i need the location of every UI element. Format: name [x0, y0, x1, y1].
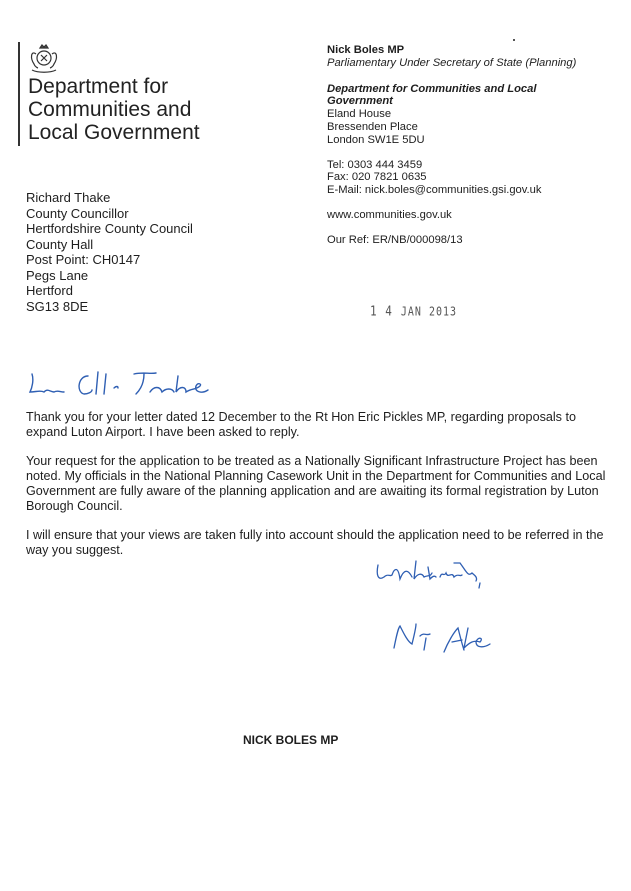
sender-tel: Tel: 0303 444 3459 — [327, 158, 423, 171]
sender-email: E-Mail: nick.boles@communities.gsi.gov.uk — [327, 184, 542, 197]
letterhead-rule — [18, 42, 20, 146]
body-paragraph: Your request for the application to be treated as a Nationally Significant Infrastructure Project has been noted. My officials in the National Planning Casework Unit in the Department for Communities and Local Government are fully aware of the planning application and are awaiting its formal registration by Luton Borough Council. — [26, 454, 606, 513]
recipient-line: SG13 8DE — [26, 298, 89, 314]
recipient-line: Hertfordshire County Council — [26, 221, 193, 236]
recipient-line: County Hall — [26, 236, 94, 252]
royal-coat-of-arms-icon — [26, 40, 62, 74]
sender-address-line: Eland House — [327, 108, 392, 121]
sender-address-line: London SW1E 5DU — [327, 133, 425, 146]
body-paragraph: I will ensure that your views are taken fully into account should the application need to be referred in the way you suggest. — [26, 528, 604, 557]
body-paragraph: Thank you for your letter dated 12 December to the Rt Hon Eric Pickles MP, regarding proposals to expand Luton Airport. I have been asked to reply. — [26, 410, 576, 439]
handwritten-salutation — [26, 362, 246, 402]
signed-name: NICK BOLES MP — [243, 733, 339, 747]
dept-logo-line: Local Government — [28, 121, 200, 144]
sender-department-line: Government — [327, 95, 393, 108]
date-stamp-day: 1 4 — [370, 303, 393, 320]
sender-fax: Fax: 020 7821 0635 — [327, 171, 427, 184]
letter-body — [26, 410, 611, 572]
our-reference: Our Ref: ER/NB/000098/13 — [327, 233, 463, 246]
recipient-line: Post Point: CH0147 — [26, 252, 141, 267]
dept-logo-line: Communities and — [28, 98, 192, 121]
handwritten-signoff — [372, 555, 482, 595]
sender-department — [327, 83, 576, 109]
sender-department-line: Department for Communities and Local — [327, 82, 537, 95]
recipient-line: County Councillor — [26, 205, 129, 221]
handwritten-signature — [390, 618, 500, 658]
sender-role: Parliamentary Under Secretary of State (Planning) — [327, 56, 577, 69]
scan-speck — [513, 39, 515, 41]
sender-address-line: Bressenden Place — [327, 120, 418, 133]
sender-block — [327, 44, 576, 247]
recipient-address — [26, 190, 193, 314]
recipient-line: Hertford — [26, 283, 73, 298]
sender-name: Nick Boles MP — [327, 44, 405, 56]
date-stamp — [370, 304, 457, 320]
recipient-line: Pegs Lane — [26, 267, 89, 283]
department-logo-text — [28, 75, 200, 144]
date-stamp-month-year: JAN 2013 — [400, 306, 458, 320]
recipient-line: Richard Thake — [26, 190, 111, 205]
sender-website: www.communities.gov.uk — [327, 208, 452, 221]
dept-logo-line: Department for — [28, 75, 169, 98]
